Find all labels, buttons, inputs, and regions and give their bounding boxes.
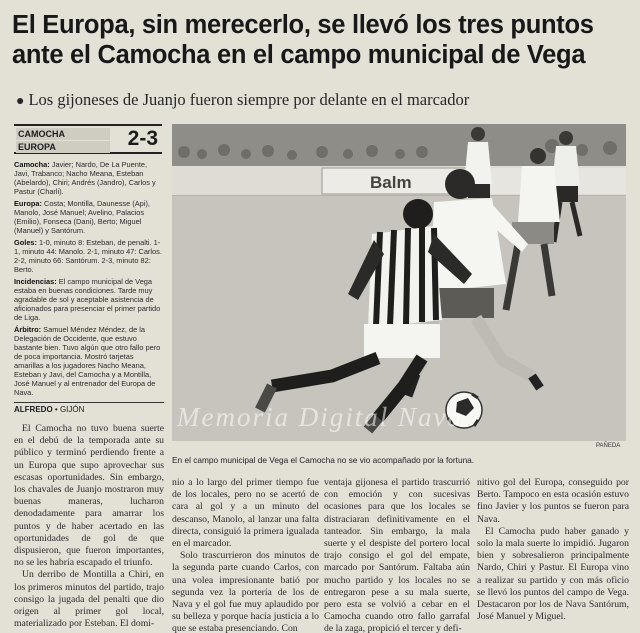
europa-lineup bbox=[14, 199, 164, 235]
photo-credit: PAÑEDA bbox=[596, 443, 621, 449]
bullet-icon: ● bbox=[16, 94, 25, 109]
paragraph: Solo trascurrieron dos minutos de la segunda parte cuando Carlos, con una volea impresionante batió por segunda vez la portería de los de Nava y el gol fue muy aplaudido por su belleza y porque hacía justicia a lo que se estaba presenciando. Con bbox=[172, 550, 319, 633]
camocha-lineup bbox=[14, 160, 164, 196]
body-column-1 bbox=[14, 423, 164, 630]
match-facts bbox=[14, 160, 164, 400]
home-team: CAMOCHA bbox=[16, 128, 110, 140]
referee-text: Samuel Méndez Méndez, de la Delegación de Occidente, que estuvo bastante bien. Tuvo algún que otro fallo pero de poca importancia. Mostró tarjetas amarillas a los jugadores Nacho Meana, Esteban y Javi, del Camocha y a Montilla, José Manuel y al entrenador del Europa de Nava. bbox=[14, 325, 161, 397]
byline-place: GIJÓN bbox=[59, 405, 85, 414]
watermark: Memoria Digital Nava bbox=[177, 402, 463, 432]
goals-label: Goles: bbox=[14, 238, 37, 247]
incidents-text: El campo municipal de Vega estaba en buenas condiciones. Tarde muy agradable de sol y aceptable asistencia de aficionados para presenciar el primer partido de Liga. bbox=[14, 277, 161, 322]
paragraph: Un derribo de Montilla a Chiri, en los primeros minutos del partido, trajo consigo la jugada del penalti que dio origen al primer gol local, materializado por Esteban. El domi- bbox=[14, 569, 164, 630]
europa-players: Costa; Montilla, Daunesse (Api), Manolo, José Manuel; Avelino, Palacios (Emilio), Fonseca (Dani), Berto; Miguel (Manuel) y Santórum. bbox=[14, 199, 150, 235]
incidents bbox=[14, 277, 164, 322]
europa-label: Europa: bbox=[14, 199, 42, 208]
byline-author: ALFREDO bbox=[14, 405, 53, 414]
photo-illustration bbox=[172, 124, 626, 441]
subheadline-text: Los gijoneses de Juanjo fueron siempre por delante en el marcador bbox=[28, 90, 470, 109]
ad-board-text: Balm bbox=[370, 173, 412, 192]
match-photo bbox=[172, 124, 626, 441]
headline-line-2: ante el Camocha en el campo municipal de Vega bbox=[12, 41, 586, 69]
referee-label: Árbitro: bbox=[14, 325, 42, 334]
subheadline bbox=[16, 90, 576, 110]
paragraph: El Camocha no tuvo buena suerte en el debú de la temporada ante su público y terminó perdiendo frente a un Europa que supo aprovechar sus escasas oportunidades. Sin embargo, los chavales de Juanjo mostraron muy buenas maneras, lucharon denodadamente para amarrar los puntos y de haber acertado en las oportunidades de gol de que dispusieron, que fueron importantes, no se les habría escapado el triunfo. bbox=[14, 423, 164, 569]
away-team: EUROPA bbox=[16, 141, 110, 153]
body-column-4 bbox=[477, 477, 629, 623]
camocha-players: Javier; Nardo, De La Puente, Javi, Trabanco; Nacho Meana, Esteban (Abelardo), Chiri; Andrés (Jandro), Carlos y Pastur (Charli). bbox=[14, 160, 156, 196]
incidents-label: Incidencias: bbox=[14, 277, 57, 286]
referee bbox=[14, 325, 164, 397]
paragraph: nio a lo largo del primer tiempo fue de los locales, pero no se acertó de cara al gol y a un minuto del descanso, Manolo, al lanzar una falta directa, consiguió la primera igualada en el marcador. bbox=[172, 477, 319, 550]
goals-text: 1-0, minuto 8: Esteban, de penalti. 1-1, minuto 44: Manolo. 2-1, minuto 47: Carlos. 2-2, minuto 66: Santórum. 2-3, minuto 82: Berto. bbox=[14, 238, 162, 274]
paragraph: ventaja gijonesa el partido trascurrió con emoción y con sucesivas ocasiones para que los locales se distraciaran definitivamente en el tanteador. Sin embargo, la mala suerte y el despiste del portero local trajo consigo el gol del empate, marcado por Santórum. Faltaba aún mucho partido y los locales no se entregaron pese a su mala suerte, pero esta se volvió a cebar en el Camocha cuando otro fallo garrafal de la zaga, propició el tercer y defi- bbox=[324, 477, 470, 633]
paragraph: nitivo gol del Europa, conseguido por Berto. Tampoco en esta ocasión estuvo fino Javier y los puntos se fueron para Nava. bbox=[477, 477, 629, 525]
body-column-2 bbox=[172, 477, 319, 633]
paragraph: El Camocha pudo haber ganado y solo la mala suerte lo impidió. Jugaron bien y sobresalieron principalmente Nardo, Chiri y Pastur. El Europa vino a realizar su partido y con más oficio se llevó los puntos del campo de Vega. Destacaron por los de Nava Santórum, José Manuel y Miguel. bbox=[477, 525, 629, 623]
headline-line-1: El Europa, sin merecerlo, se llevó los tres puntos bbox=[12, 11, 594, 39]
goals bbox=[14, 238, 164, 274]
photo-caption: En el campo municipal de Vega el Camocha no se vio acompañado por la fortuna. bbox=[172, 455, 475, 465]
body-column-3 bbox=[324, 477, 470, 633]
score-box bbox=[14, 124, 162, 154]
score-teams bbox=[16, 128, 110, 154]
headline bbox=[12, 10, 632, 70]
byline-separator: • bbox=[54, 405, 60, 414]
camocha-label: Camocha: bbox=[14, 160, 50, 169]
final-score: 2-3 bbox=[127, 127, 158, 150]
